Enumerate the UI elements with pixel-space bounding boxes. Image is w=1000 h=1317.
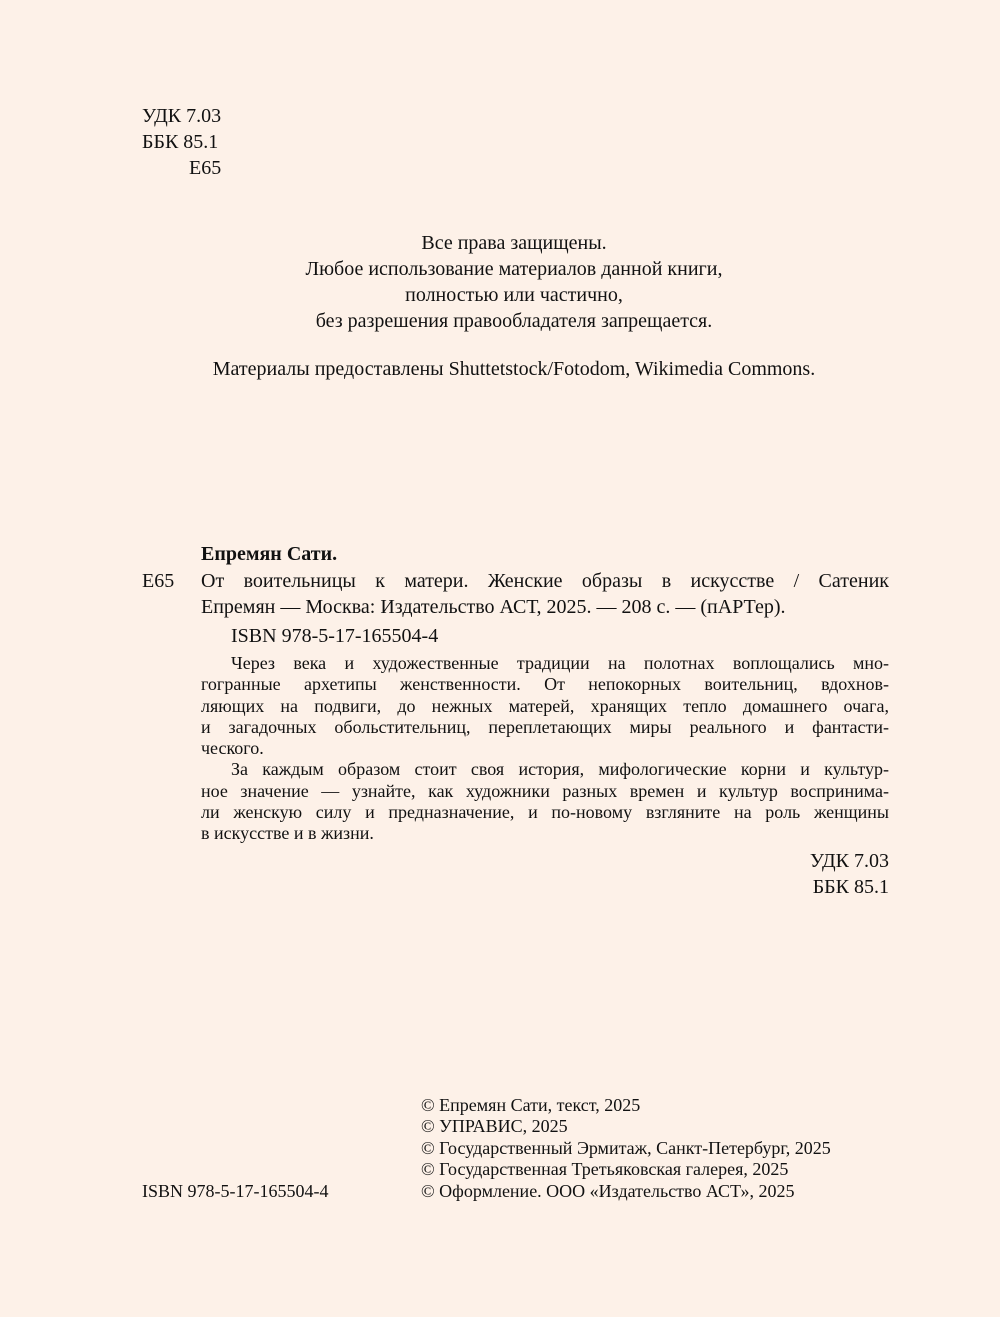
annotation-line: ляющих на подвиги, до нежных матерей, хранящих тепло домашнего очага, [201,695,889,716]
annotation-line: ли женскую силу и предназначение, и по-новому взгляните на роль женщины [201,802,889,823]
copyright-block [421,1095,831,1202]
classification-codes [142,103,221,181]
udk-code: УДК 7.03 [142,105,222,127]
record-cutter: Е65 [142,570,175,592]
udk-code: УДК 7.03 [809,850,889,872]
record-classification [700,848,889,900]
copyright-line: © Оформление. ООО «Издательство АСТ», 2025 [421,1180,795,1201]
copyright-line: © Епремян Сати, текст, 2025 [421,1095,641,1115]
title-line: От воительницы к матери. Женские образы в искусстве / Сатеник [201,570,889,592]
annotation-line: ное значение — узнайте, как художники разных времен и культур воспринима- [201,780,889,801]
record-title [201,568,889,620]
annotation-line: Через века и художественные традиции на полотнах воплощались мно- [231,653,889,673]
bbk-code: ББК 85.1 [812,876,889,898]
annotation-line: и загадочных обольстительниц, переплетающих миры реального и фантасти- [201,716,889,737]
annotation [201,653,889,845]
cutter-code: Е65 [189,157,222,179]
annotation-line: в искусстве и в жизни. [201,823,374,844]
rights-line: Все права защищены. [421,232,607,254]
rights-notice [0,230,1000,334]
copyright-line: © Государственная Третьяковская галерея, 2025 [421,1159,789,1180]
record-author: Епремян Сати. [201,543,338,565]
annotation-line: ческого. [201,738,264,759]
record-isbn: ISBN 978-5-17-165504-4 [231,625,439,647]
copyright-line: © Государственный Эрмитаж, Санкт-Петербург, 2025 [421,1137,831,1158]
annotation-line: гогранные архетипы женственности. От непокорных воительниц, вдохнов- [201,674,889,695]
isbn-bottom: ISBN 978-5-17-165504-4 [142,1181,329,1201]
copyright-line: © УПРАВИС, 2025 [421,1116,568,1137]
rights-line: без разрешения правообладателя запрещается. [315,310,713,332]
title-line: Епремян — Москва: Издательство АСТ, 2025. — 208 с. — (пАРТер). [201,596,786,618]
rights-line: Любое использование материалов данной книги, [305,258,723,280]
annotation-line: За каждым образом стоит своя история, мифологические корни и культур- [231,759,889,780]
bbk-code: ББК 85.1 [142,131,219,153]
materials-line: Материалы предоставлены Shuttetstock/Fotodom, Wikimedia Commons. [212,358,816,380]
rights-line: полностью или частично, [405,284,623,306]
materials-credit [0,356,1000,382]
